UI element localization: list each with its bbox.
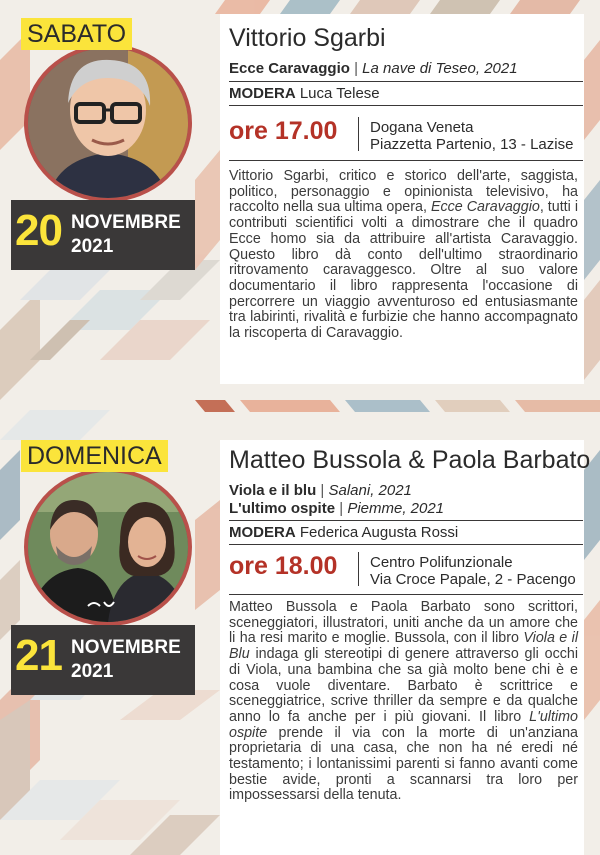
event-details-panel <box>220 440 591 855</box>
venue-address: Piazzetta Partenio, 13 - Lazise <box>370 136 574 153</box>
description-text: Vittorio Sgarbi, critico e storico dell'arte, saggista, politico, personaggio e opinionista televisivo, ha raccolto nella sua ultima opera, <box>229 168 578 216</box>
moderator-line <box>229 85 380 102</box>
moderator-label: MODERA <box>229 85 296 102</box>
description-text: , tutti i contributi scientifici volti a dimostrare che il quadro Ecce homo sia da attribuire all'artista Caravaggio. Questo libro dà conto dell'ultimo straordinario ritrovamento caravaggesco. Oltre al suo valore documentario il libro rappresenta l'occasione di percorrere un viaggio avventuroso ed entusiasmante tra labirinti, rivalità e furbizie che hanno accompagnato la riscoperta di Caravaggio. <box>229 199 578 342</box>
divider <box>229 594 583 595</box>
description-text: indaga gli stereotipi di genere attraverso gli occhi di Viola, una bambina che sa già molto bene chi è e cosa vuole diventare. Barbato è scrittrice e sceneggiatrice, scrive thriller da sempre e da qualche anno lo fa anche per i più giovani. Il libro <box>229 646 578 725</box>
event-details-panel <box>220 14 584 384</box>
description-book-title: L'ultimo ospite <box>229 708 578 741</box>
venue-name: Dogana Veneta <box>370 119 474 136</box>
speaker-name: Matteo Bussola & Paola Barbato <box>229 446 591 474</box>
moderator-label: MODERA <box>229 524 296 541</box>
date-year: 2021 <box>71 236 114 257</box>
time-venue-separator <box>358 552 359 586</box>
book-title: Ecce Caravaggio <box>229 60 350 77</box>
speakers-portrait-image <box>28 472 188 622</box>
description-text: Matteo Bussola e Paola Barbato sono scrittori, sceneggiatori, illustratori, uniti anche da un amore che li ha resi marito e moglie. Bussola, con il libro <box>229 599 578 647</box>
description-book-title: Ecce Caravaggio <box>430 199 540 216</box>
book-separator: | <box>354 60 358 77</box>
divider <box>229 544 583 545</box>
divider <box>229 160 583 161</box>
time-venue-separator <box>358 117 359 151</box>
book-line <box>229 482 412 499</box>
date-day-number: 20 <box>15 206 62 255</box>
event-time: ore 18.00 <box>229 552 338 580</box>
book-publisher: La nave di Teseo, 2021 <box>362 60 518 77</box>
venue <box>370 119 573 153</box>
event-description <box>229 169 578 342</box>
venue <box>370 554 576 588</box>
book-line <box>229 500 444 517</box>
book-title: Viola e il blu <box>229 482 317 499</box>
divider <box>229 105 583 106</box>
venue-name: Centro Polifunzionale <box>370 554 513 571</box>
description-text: prende il via con la morte di un'anziana proprietaria di una casa, che non ha né eredi né testamento; i lontanissimi parenti si fanno avanti come bestie avide, pronti a scannarsi tra loro per impossessarsi della tenuta. <box>229 724 578 804</box>
date-month: NOVEMBRE <box>71 637 181 658</box>
event-description <box>229 600 578 804</box>
moderator-name: Federica Augusta Rossi <box>299 524 459 541</box>
day-label: SABATO <box>21 18 132 50</box>
book-title: L'ultimo ospite <box>229 500 336 517</box>
date-year: 2021 <box>71 661 114 682</box>
divider <box>229 520 583 521</box>
date-day-number: 21 <box>15 631 62 680</box>
book-publisher: Salani, 2021 <box>328 482 412 499</box>
day-label: DOMENICA <box>21 440 168 472</box>
speaker-photo <box>24 468 192 626</box>
book-separator: | <box>320 482 325 499</box>
date-block <box>11 625 195 695</box>
event-sgarbi <box>0 0 600 400</box>
book-separator: | <box>339 500 344 517</box>
description-book-title: Viola e il Blu <box>229 630 579 663</box>
date-month: NOVEMBRE <box>71 212 181 233</box>
moderator-name: Luca Telese <box>299 85 380 102</box>
book-publisher: Piemme, 2021 <box>347 500 445 517</box>
venue-address: Via Croce Papale, 2 - Pacengo <box>370 571 576 588</box>
event-bussola-barbato <box>0 418 600 855</box>
date-block <box>11 200 195 270</box>
speaker-photo <box>24 44 192 202</box>
divider <box>229 81 583 82</box>
book-line <box>229 60 518 77</box>
moderator-line <box>229 524 458 541</box>
speaker-name: Vittorio Sgarbi <box>229 24 386 52</box>
speaker-portrait-image <box>28 48 188 198</box>
event-time: ore 17.00 <box>229 117 338 145</box>
